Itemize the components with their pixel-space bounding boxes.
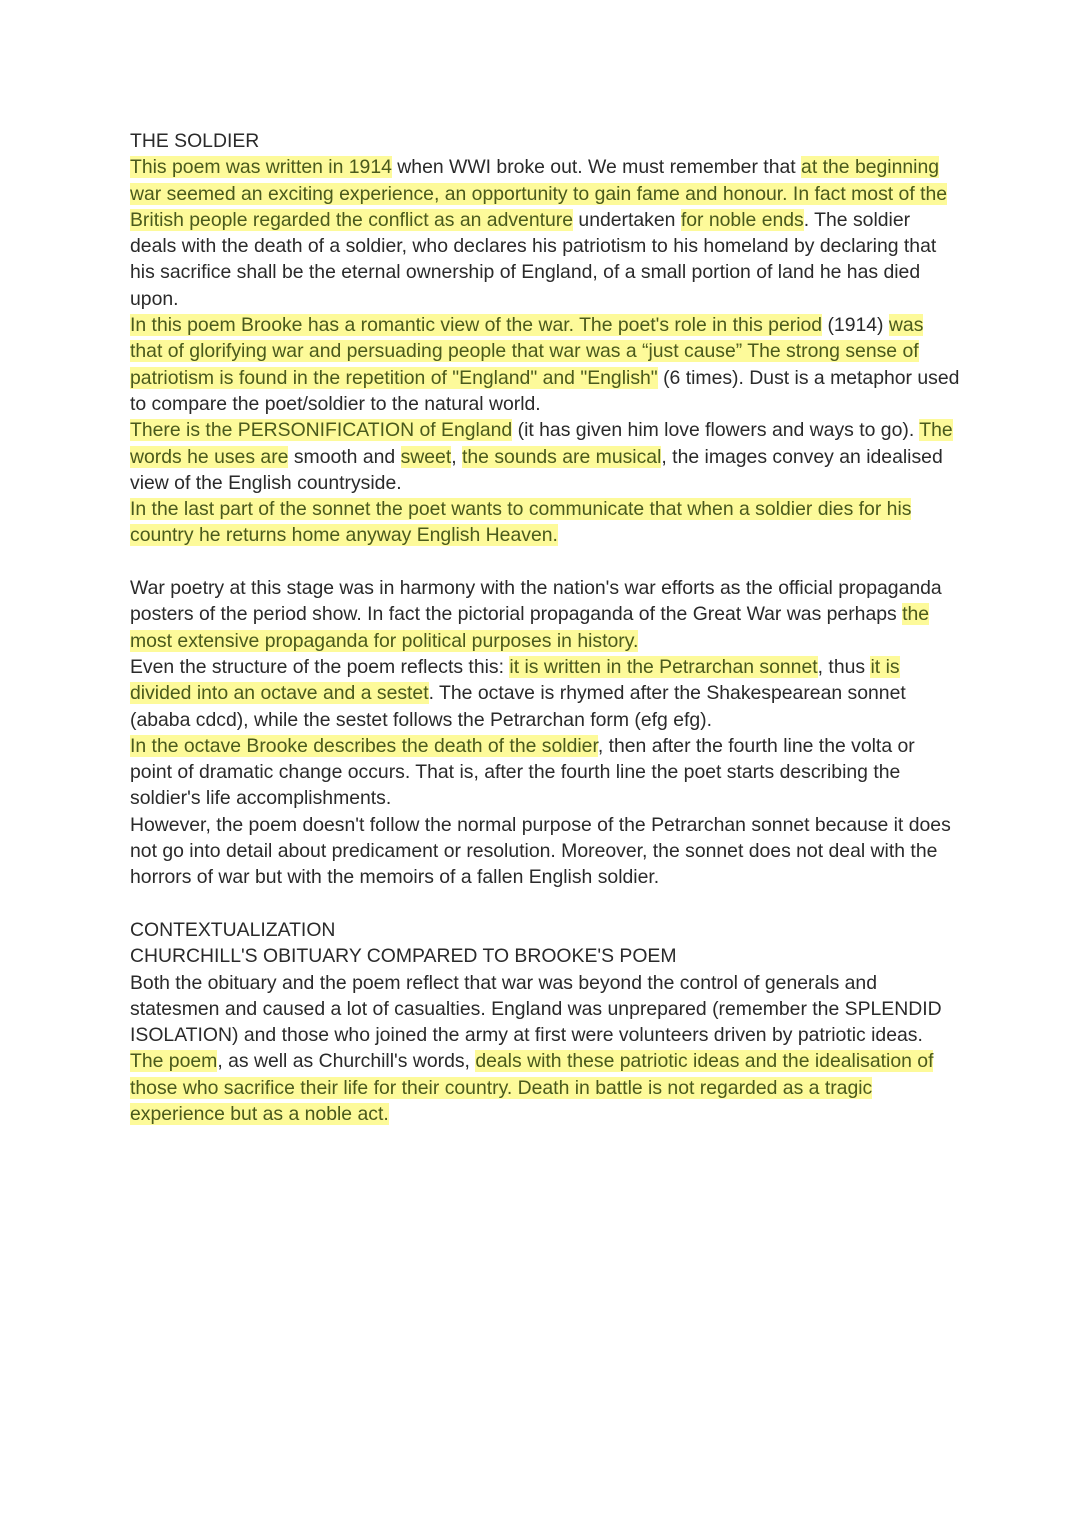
highlighted-text: for noble ends xyxy=(680,208,804,231)
highlighted-text: In the last part of the sonnet the poet wants to communicate that when a soldier dies for his country he returns home anyway English Heaven. xyxy=(130,498,912,547)
highlighted-text: it is written in the Petrarchan sonnet xyxy=(509,655,818,678)
text-run: (6 times). Dust is a metaphor used to compare the poet/soldier to the natural world. xyxy=(130,366,960,415)
highlighted-text: The poem xyxy=(130,1050,218,1073)
paragraph xyxy=(130,733,960,812)
section-heading: CONTEXTUALIZATION xyxy=(130,918,336,941)
highlighted-text: at the beginning war seemed an exciting experience, an opportunity to gain fame and honour. In fact most of the British people regarded the conflict as an adventure xyxy=(130,156,948,231)
paragraph xyxy=(130,312,960,417)
paragraph xyxy=(130,575,960,654)
text-run: . The octave is rhymed after the Shakespearean sonnet (ababa cdcd), while the sestet follows the Petrarchan form (efg efg). xyxy=(130,682,906,731)
text-run: , as well as Churchill's words, xyxy=(217,1050,476,1073)
highlighted-text: This poem was written in 1914 xyxy=(130,156,392,179)
highlighted-text: the sounds are musical xyxy=(462,445,662,468)
text-run: when WWI broke out. We must remember that xyxy=(391,156,802,179)
text-run: undertaken xyxy=(573,208,681,231)
highlighted-text: it is divided into an octave and a sestet xyxy=(130,655,900,705)
text-run: (1914) xyxy=(822,314,889,337)
highlighted-text: The words he uses are xyxy=(130,419,953,468)
paragraph xyxy=(130,970,960,1128)
text-run: , thus xyxy=(817,655,871,678)
section-the-soldier xyxy=(130,128,960,549)
highlighted-text: was that of glorifying war and persuading people that war was a “just cause” The strong sense of patriotism is found in the repetition of "England" and "English" xyxy=(130,314,924,389)
paragraph-gap xyxy=(130,549,960,575)
text-run: , the images convey an idealised view of the English countryside. xyxy=(130,445,943,494)
highlighted-text: In this poem Brooke has a romantic view of the war. The poet's role in this period xyxy=(130,314,823,337)
text-run: , xyxy=(451,445,462,468)
section-contextualization xyxy=(130,917,960,1127)
section-subheading: CHURCHILL'S OBITUARY COMPARED TO BROOKE'S POEM xyxy=(130,945,677,968)
text-run: smooth and xyxy=(288,445,401,468)
section-heading: THE SOLDIER xyxy=(130,130,260,152)
highlighted-text: In the octave Brooke describes the death of the soldier xyxy=(130,734,598,757)
text-run: War poetry at this stage was in harmony with the nation's war efforts as the official propaganda posters of the period show. In fact the pictorial propaganda of the Great War was perhaps xyxy=(130,577,942,626)
paragraph xyxy=(130,417,960,496)
text-run: Both the obituary and the poem reflect that war was beyond the control of generals and statesmen and caused a lot of casualties. England was unprepared (remember the SPLENDID ISOLATION) and those who joined the army at first were volunteers driven by patriotic ideas. xyxy=(130,971,942,1047)
paragraph xyxy=(130,654,960,733)
paragraph xyxy=(130,154,960,312)
text-run: However, the poem doesn't follow the normal purpose of the Petrarchan sonnet because it does not go into detail about predicament or resolution. Moreover, the sonnet does not deal with the horrors of war but with the memoirs of a fallen English soldier. xyxy=(130,813,951,889)
document-page xyxy=(130,128,960,1127)
text-run: . The soldier deals with the death of a soldier, who declares his patriotism to his homeland by declaring that his sacrifice shall be the eternal ownership of England, of a small portion of land he has died upon. xyxy=(130,208,937,310)
text-run: (it has given him love flowers and ways to go). xyxy=(512,419,920,442)
text-run: , then after the fourth line the volta or point of dramatic change occurs. That is, after the fourth line the poet starts describing the soldier's life accomplishments. xyxy=(130,734,915,810)
paragraph xyxy=(130,812,960,891)
highlighted-text: There is the PERSONIFICATION of England xyxy=(130,419,513,442)
highlighted-text: sweet xyxy=(400,445,452,468)
highlighted-text: deals with these patriotic ideas and the idealisation of those who sacrifice their life for their country. Death in battle is not regarded as a tragic experience but as a noble act. xyxy=(130,1050,934,1125)
section-war-poetry xyxy=(130,575,960,891)
paragraph xyxy=(130,496,960,549)
paragraph-gap xyxy=(130,891,960,917)
highlighted-text: the most extensive propaganda for political purposes in history. xyxy=(130,603,930,652)
text-run: Even the structure of the poem reflects this: xyxy=(130,655,510,678)
